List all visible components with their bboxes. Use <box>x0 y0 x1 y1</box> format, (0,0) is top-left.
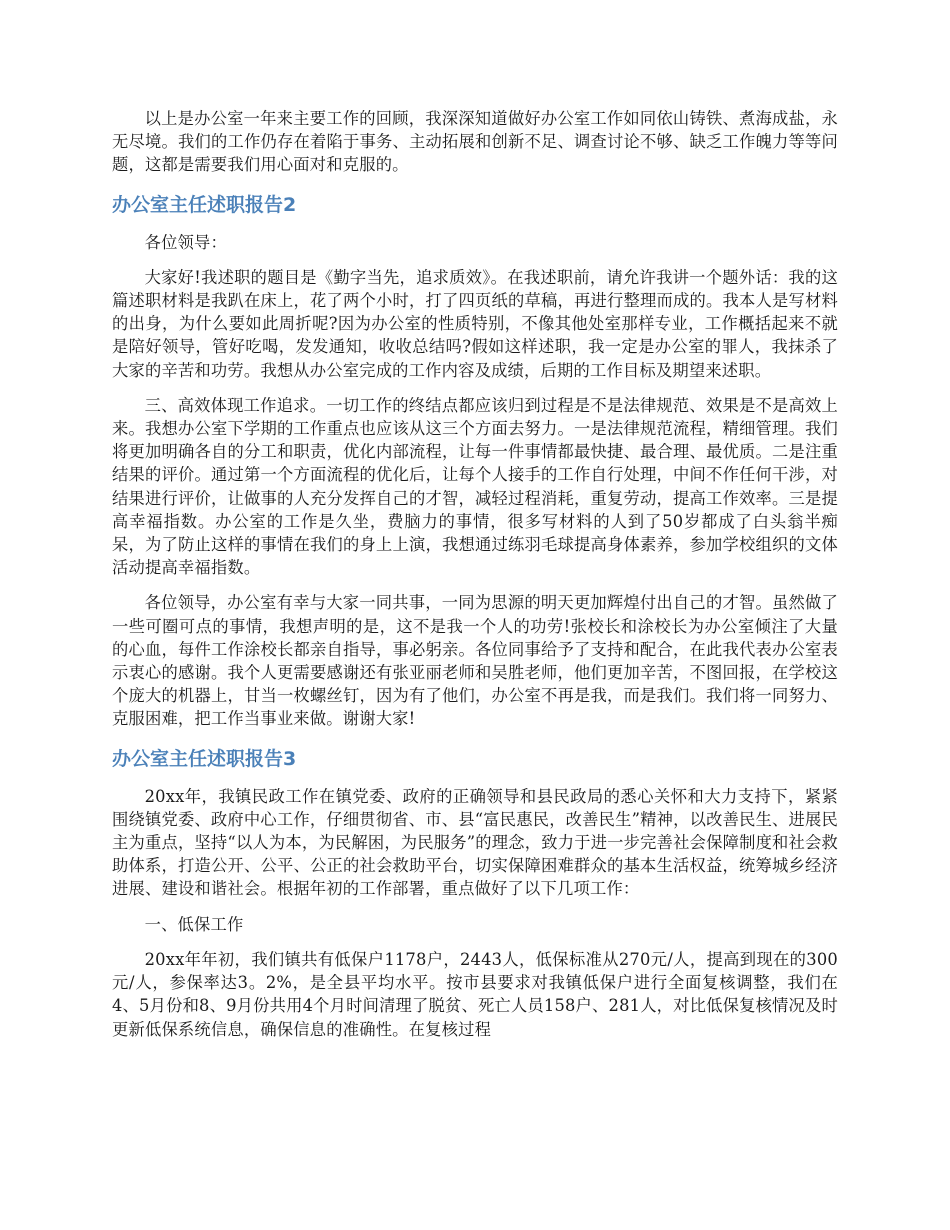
section-2-paragraph-2: 三、高效体现工作追求。一切工作的终结点都应该归到过程是不是法律规范、效果是不是高效上来。我想办公室下学期的工作重点也应该从这三个方面去努力。一是法律规范流程，精细管理。我们将更加明确各自的分工和职责，优化内部流程，让每一件事情都最快捷、最合理、最优质。二是注重结果的评价。通过第一个方面流程的优化后，让每个人接手的工作自行处理，中间不作任何干涉，对结果进行评价，让做事的人充分发挥自己的才智，减轻过程消耗，重复劳动，提高工作效率。三是提高幸福指数。办公室的工作是久坐，费脑力的事情，很多写材料的人到了50岁都成了白头翁半痴呆，为了防止这样的事情在我们的身上上演，我想通过练羽毛球提高身体素养，参加学校组织的文体活动提高幸福指数。 <box>112 395 838 578</box>
section-2-paragraph-1: 大家好!我述职的题目是《勤字当先，追求质效》。在我述职前，请允许我讲一个题外话：我的这篇述职材料是我趴在床上，花了两个小时，打了四页纸的草稿，再进行整理而成的。我本人是写材料的出身，为什么要如此周折呢?因为办公室的性质特别，不像其他处室那样专业，工作概括起来不就是陪好领导，管好吃喝，发发通知，收收总结吗?假如这样述职，我一定是办公室的罪人，我抹杀了大家的辛苦和功劳。我想从办公室完成的工作内容及成绩，后期的工作目标及期望来述职。 <box>112 267 838 380</box>
section-3-title: 办公室主任述职报告3 <box>112 747 297 770</box>
intro-paragraph: 以上是办公室一年来主要工作的回顾，我深深知道做好办公室工作如同依山铸铁、煮海成盐，永无尽境。我们的工作仍存在着陷于事务、主动拓展和创新不足、调查讨论不够、缺乏工作魄力等等问题，这都是需要我们用心面对和克服的。 <box>112 109 838 175</box>
section-2-title: 办公室主任述职报告2 <box>112 193 297 216</box>
section-3-subheading-low-income: 一、低保工作 <box>144 914 244 934</box>
section-2-greeting: 各位领导： <box>144 232 228 252</box>
section-3-paragraph-2: 20xx年年初，我们镇共有低保户1178户，2443人，低保标准从270元/人，提高到现在的300元/人，参保率达3。2%，是全县平均水平。按市县要求对我镇低保户进行全面复核调整，我们在4、5月份和8、9月份共用4个月时间清理了脱贫、死亡人员158户、281人，对比低保复核情况及时更新低保系统信息，确保信息的准确性。在复核过程 <box>112 949 838 1039</box>
section-2-paragraph-3: 各位领导，办公室有幸与大家一同共事，一同为思源的明天更加辉煌付出自己的才智。虽然做了一些可圈可点的事情，我想声明的是，这不是我一个人的功劳!张校长和涂校长为办公室倾注了大量的心血，每件工作涂校长都亲自指导，事必躬亲。各位同事给予了支持和配合，在此我代表办公室表示衷心的感谢。我个人更需要感谢还有张亚丽老师和吴胜老师，他们更加辛苦，不图回报，在学校这个庞大的机器上，甘当一枚螺丝钉，因为有了他们，办公室不再是我，而是我们。我们将一同努力、克服困难，把工作当事业来做。谢谢大家! <box>112 593 838 729</box>
section-3-paragraph-1: 20xx年，我镇民政工作在镇党委、政府的正确领导和县民政局的悉心关怀和大力支持下，紧紧围绕镇党委、政府中心工作，仔细贯彻省、市、县“富民惠民，改善民生”精神，以改善民生、进展民主为重点，坚持“以人为本，为民解困，为民服务”的理念，致力于进一步完善社会保障制度和社会救助体系，打造公开、公平、公正的社会救助平台，切实保障困难群众的基本生活权益，统筹城乡经济进展、建设和谐社会。根据年初的工作部署，重点做好了以下几项工作： <box>112 786 838 899</box>
